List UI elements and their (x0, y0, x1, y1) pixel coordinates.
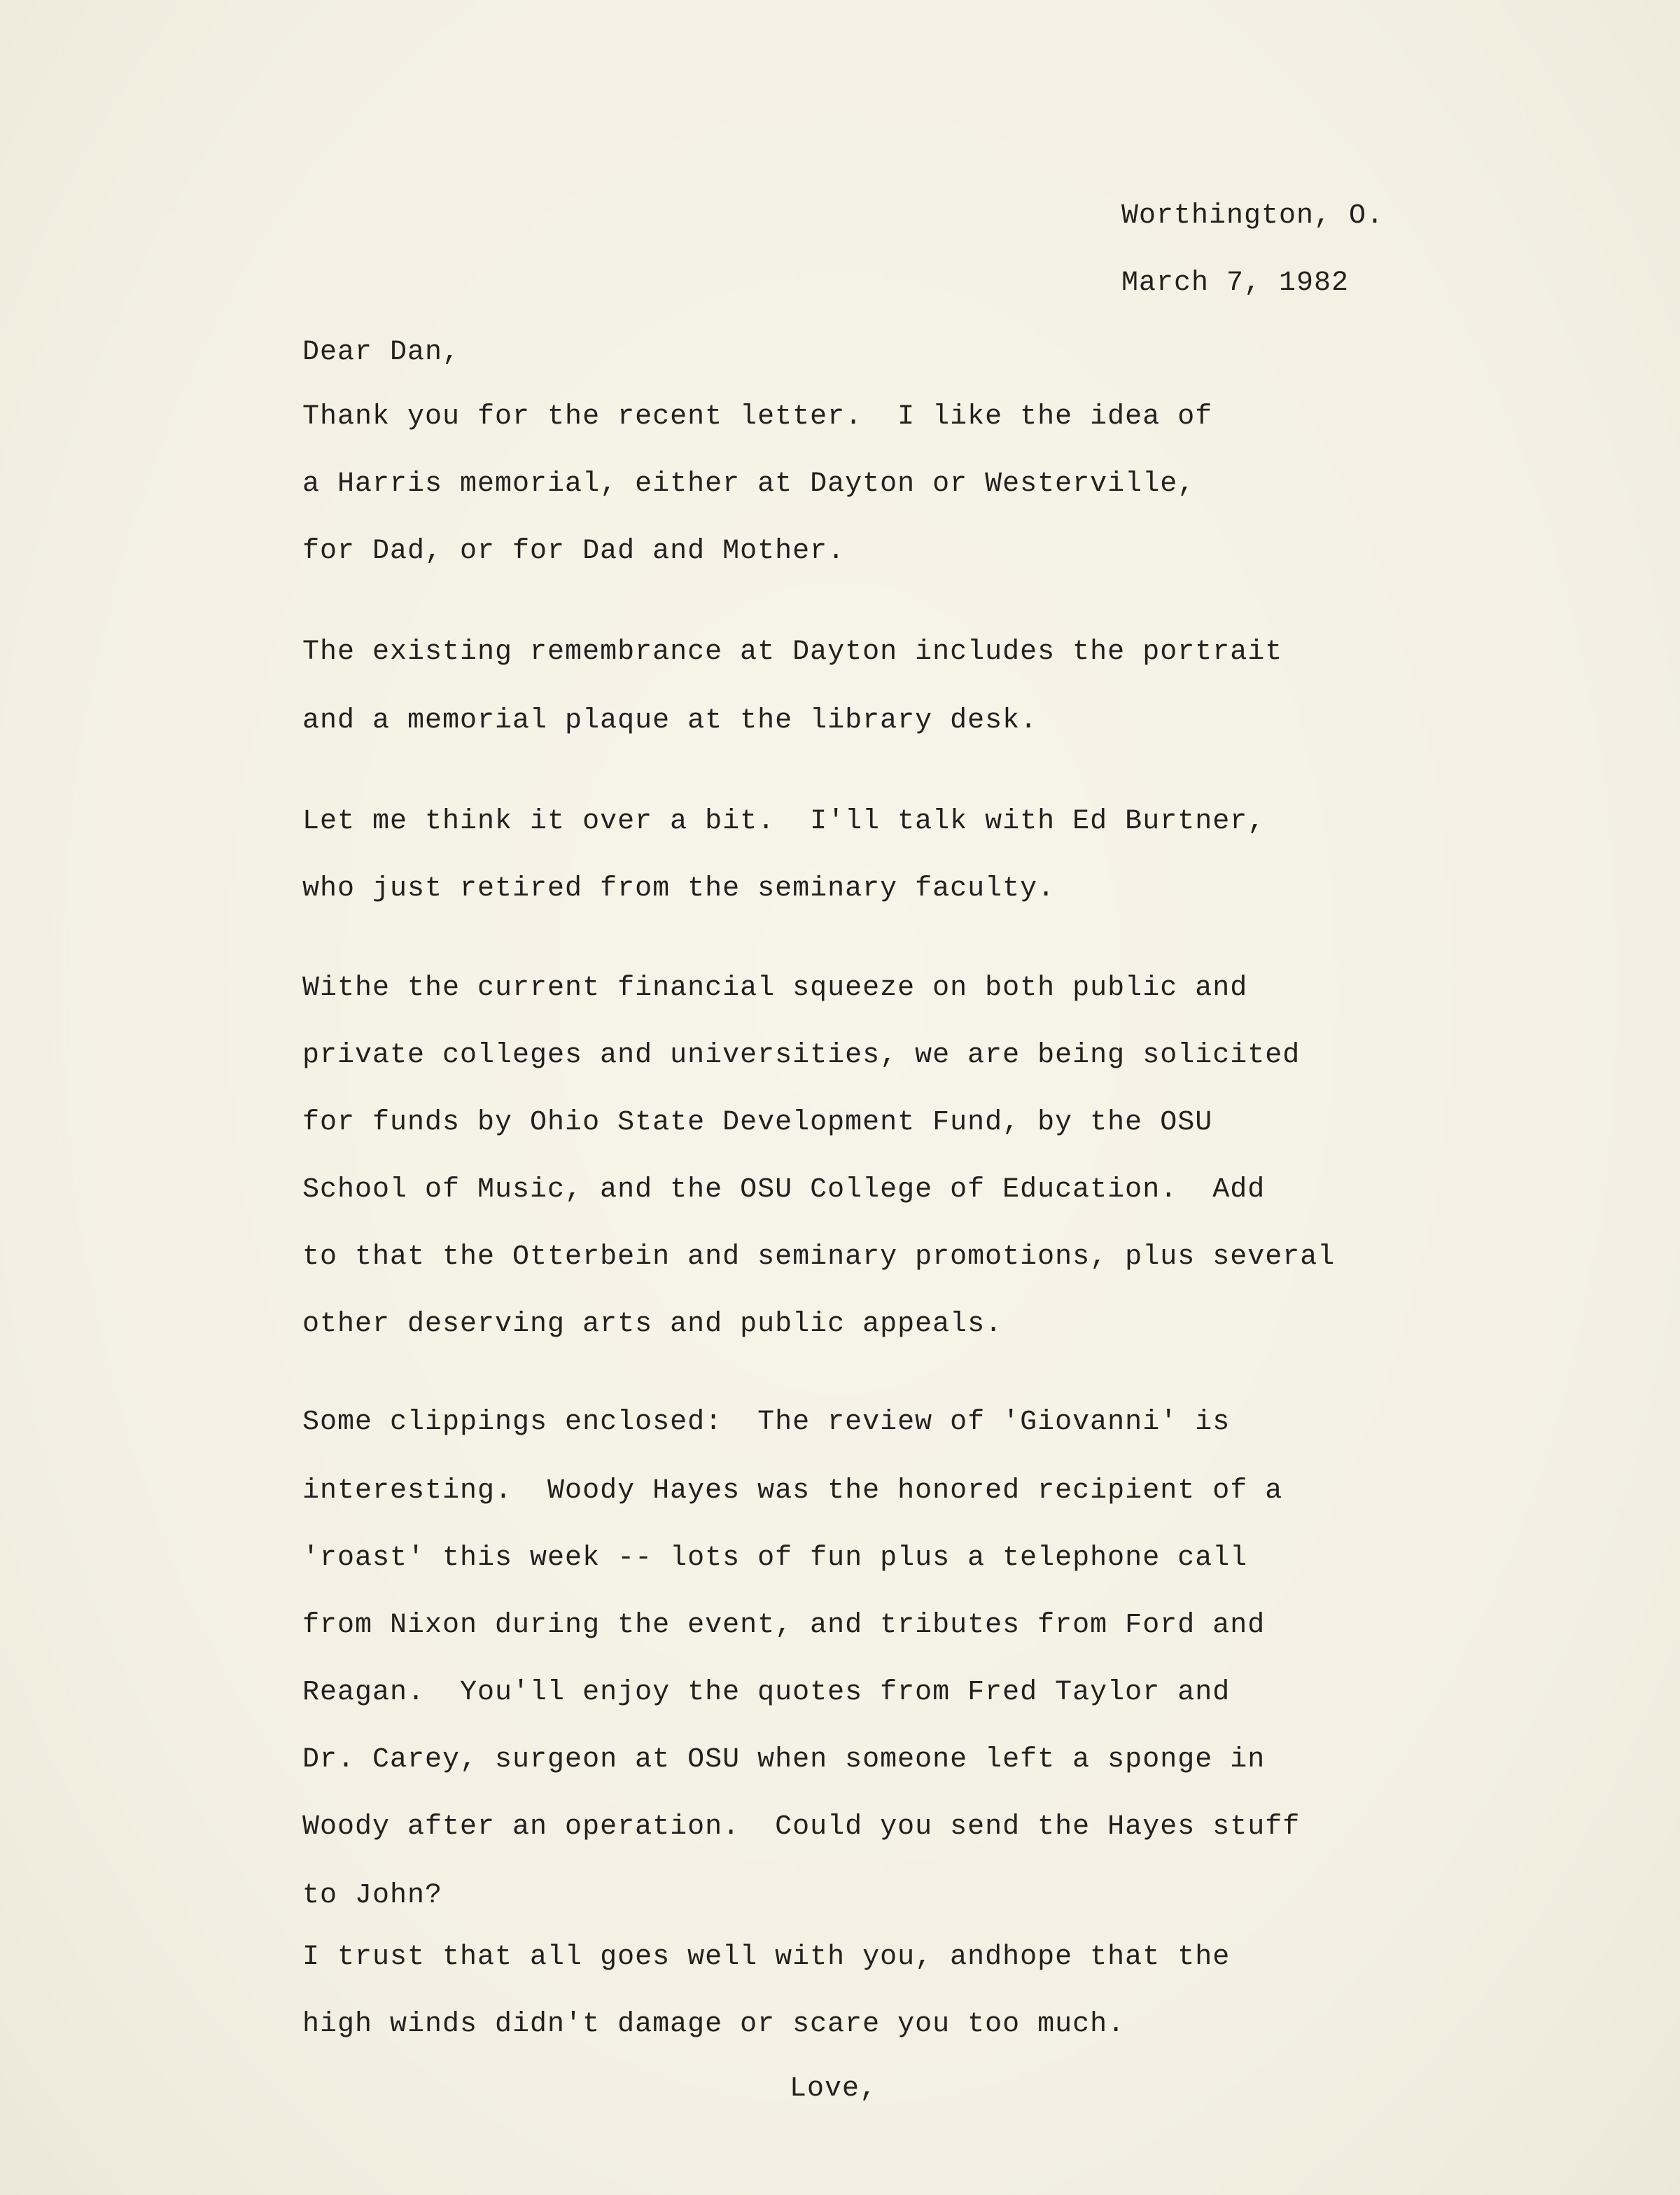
text-line: to that the Otterbein and seminary promotions, plus several (302, 1241, 1336, 1273)
text-line: for funds by Ohio State Development Fund, by the OSU (302, 1107, 1213, 1138)
text-line: high winds didn't damage or scare you too much. (302, 2009, 1126, 2040)
salutation: Dear Dan, (302, 337, 461, 368)
text-line: and a memorial plaque at the library desk. (302, 705, 1038, 737)
text-line: Let me think it over a bit. I'll talk with Ed Burtner, (302, 806, 1266, 837)
text-line: Woody after an operation. Could you send the Hayes stuff (302, 1811, 1301, 1843)
text-line: 'roast' this week -- lots of fun plus a telephone call (302, 1542, 1248, 1574)
text-line: The existing remembrance at Dayton includes the portrait (302, 636, 1283, 668)
text-line: who just retired from the seminary faculty. (302, 873, 1056, 905)
text-line: Thank you for the recent letter. I like the idea of (302, 401, 1213, 433)
text-line: Reagan. You'll enjoy the quotes from Fred Taylor and (302, 1677, 1231, 1708)
text-line: Some clippings enclosed: The review of 'Giovanni' is (302, 1407, 1231, 1438)
text-line: other deserving arts and public appeals. (302, 1309, 1003, 1340)
text-line: I trust that all goes well with you, andhope that the (302, 1942, 1231, 1973)
text-line: Withe the current financial squeeze on both public and (302, 973, 1248, 1004)
text-line: a Harris memorial, either at Dayton or Westerville, (302, 468, 1196, 500)
text-line: interesting. Woody Hayes was the honored recipient of a (302, 1475, 1283, 1507)
closing: Love, (790, 2073, 878, 2105)
text-line: Dr. Carey, surgeon at OSU when someone left a sponge in (302, 1744, 1266, 1776)
text-line: School of Music, and the OSU College of Education. Add (302, 1174, 1266, 1206)
letter-date: March 7, 1982 (1121, 267, 1350, 299)
text-line: to John? (302, 1880, 443, 1911)
text-line: for Dad, or for Dad and Mother. (302, 536, 846, 567)
letter-place: Worthington, O. (1121, 200, 1385, 232)
text-line: private colleges and universities, we are being solicited (302, 1040, 1301, 1071)
text-line: from Nixon during the event, and tributes from Ford and (302, 1610, 1266, 1641)
